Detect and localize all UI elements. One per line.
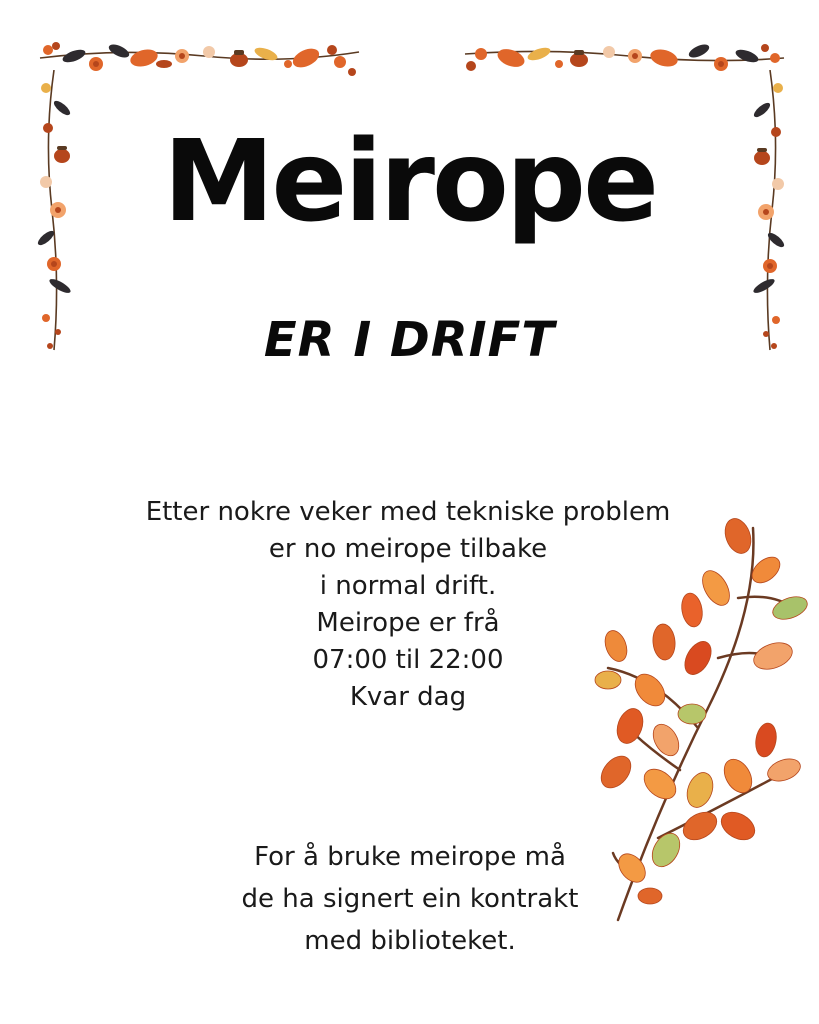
floral-frame-top-left	[34, 36, 364, 86]
floral-frame-top-right	[459, 36, 789, 86]
message-line: Kvar dag	[349, 682, 467, 712]
message-line: i normal drift.	[319, 571, 497, 601]
poster-title: Meirope	[162, 117, 657, 247]
poster-subtitle: ER I DRIFT	[263, 312, 556, 368]
requirement-message	[160, 836, 660, 962]
requirement-line: de ha signert ein kontrakt	[241, 884, 579, 914]
message-line: Meirope er frå	[316, 608, 500, 638]
requirement-line: med biblioteket.	[304, 926, 516, 956]
autumn-leaf-branch	[588, 508, 818, 928]
message-line: Etter nokre veker med tekniske problem	[145, 497, 671, 527]
requirement-line: For å bruke meirope må	[254, 842, 566, 872]
opening-hours: 07:00 til 22:00	[312, 645, 504, 675]
message-line: er no meirope tilbake	[268, 534, 548, 564]
